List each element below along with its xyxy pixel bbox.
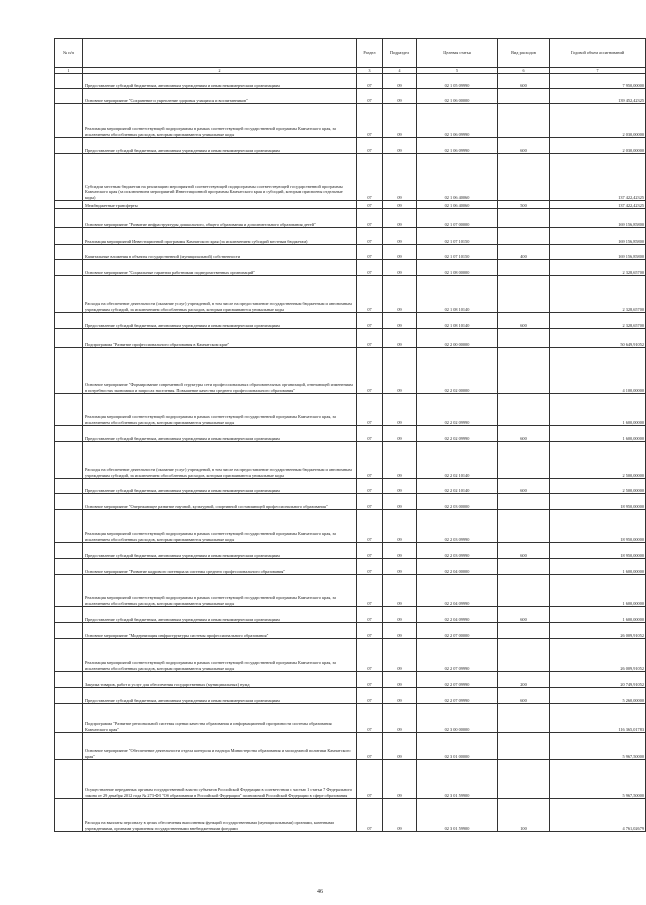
row-target-article-cell: 02 2 02 09990	[417, 394, 498, 426]
row-expense-type-cell	[498, 228, 550, 245]
row-podrazdel-cell: 09	[383, 639, 417, 672]
row-amount-cell: 1 600,00000	[550, 575, 646, 607]
table-row	[55, 276, 646, 313]
row-num-cell	[55, 138, 83, 154]
row-num-cell	[55, 394, 83, 426]
row-amount-cell: 169 156,85800	[550, 245, 646, 260]
table-row	[55, 688, 646, 704]
row-name-cell: Предоставление субсидий бюджетным, автономным учреждениям и иным некоммерческим организациям	[83, 479, 357, 494]
row-target-article-cell: 02 1 07 10150	[417, 228, 498, 245]
row-podrazdel-cell: 09	[383, 559, 417, 575]
row-target-article-cell: 02 2 07 09990	[417, 672, 498, 688]
row-amount-cell: 20 749,91052	[550, 672, 646, 688]
row-expense-type-cell	[498, 623, 550, 639]
row-expense-type-cell	[498, 394, 550, 426]
row-podrazdel-cell: 09	[383, 104, 417, 138]
row-name-cell: Подпрограмма "Развитие региональной системы оценки качества образования и информационной прозрачности системы образования Камчатского края"	[83, 704, 357, 733]
row-num-cell	[55, 313, 83, 329]
row-num-cell	[55, 543, 83, 559]
row-amount-cell: 2 328,65700	[550, 276, 646, 313]
table-row	[55, 760, 646, 799]
row-target-article-cell: 02 1 06 09990	[417, 138, 498, 154]
row-num-cell	[55, 348, 83, 394]
row-razdel-cell: 07	[357, 209, 383, 228]
row-num-cell	[55, 672, 83, 688]
table-row	[55, 348, 646, 394]
row-expense-type-cell: 400	[498, 245, 550, 260]
row-name-cell: Основное мероприятие "Социальные гарантии работникам подведомственных организаций"	[83, 260, 357, 276]
row-expense-type-cell	[498, 276, 550, 313]
row-name-cell: Основное мероприятие "Сохранение и укрепление здоровья учащихся и воспитанников"	[83, 89, 357, 104]
table-row	[55, 442, 646, 479]
row-target-article-cell: 02 2 00 00000	[417, 329, 498, 348]
row-razdel-cell: 07	[357, 704, 383, 733]
row-target-article-cell: 02 1 07 10150	[417, 245, 498, 260]
row-target-article-cell: 02 1 06 09990	[417, 104, 498, 138]
row-podrazdel-cell: 09	[383, 209, 417, 228]
row-name-cell: Расходы на выплаты персоналу в целях обеспечения выполнения функций государственными (муниципальными) органами, казенными учреждениями, органами управления государственными внебюджетными фондами	[83, 799, 357, 832]
row-num-cell	[55, 426, 83, 442]
column-number: 5	[417, 68, 498, 74]
table-row	[55, 733, 646, 760]
row-target-article-cell: 02 2 03 00000	[417, 494, 498, 510]
table-row	[55, 623, 646, 639]
table-row	[55, 494, 646, 510]
row-expense-type-cell	[498, 89, 550, 104]
row-razdel-cell: 07	[357, 276, 383, 313]
row-name-cell: Закупка товаров, работ и услуг для обеспечения государственных (муниципальных) нужд	[83, 672, 357, 688]
row-amount-cell: 18 950,00000	[550, 543, 646, 559]
row-name-cell: Предоставление субсидий бюджетным, автономным учреждениям и иным некоммерческим организациям	[83, 607, 357, 623]
row-podrazdel-cell: 09	[383, 799, 417, 832]
row-amount-cell: 4 761,02679	[550, 799, 646, 832]
row-expense-type-cell	[498, 704, 550, 733]
row-target-article-cell: 02 2 07 09990	[417, 639, 498, 672]
table-row	[55, 74, 646, 89]
row-name-cell: Предоставление субсидий бюджетным, автономным учреждениям и иным некоммерческим организациям	[83, 74, 357, 89]
row-expense-type-cell: 600	[498, 607, 550, 623]
row-razdel-cell: 07	[357, 575, 383, 607]
table-row	[55, 607, 646, 623]
row-num-cell	[55, 799, 83, 832]
row-razdel-cell: 07	[357, 688, 383, 704]
row-num-cell	[55, 329, 83, 348]
table-row	[55, 543, 646, 559]
row-target-article-cell: 02 3 01 59900	[417, 760, 498, 799]
row-target-article-cell: 02 2 07 09990	[417, 688, 498, 704]
row-target-article-cell: 02 1 06 00000	[417, 89, 498, 104]
row-target-article-cell: 02 1 06 40060	[417, 154, 498, 201]
row-name-cell: Основное мероприятие "Опережающее развитие научной, культурной, спортивной составляющей профессионального образования"	[83, 494, 357, 510]
row-name-cell: Предоставление субсидий бюджетным, автономным учреждениям и иным некоммерческим организациям	[83, 688, 357, 704]
row-target-article-cell: 02 2 02 10140	[417, 479, 498, 494]
column-number: 6	[498, 68, 550, 74]
row-expense-type-cell: 500	[498, 201, 550, 209]
row-expense-type-cell	[498, 575, 550, 607]
row-name-cell: Капитальные вложения в объекты государственной (муниципальной) собственности	[83, 245, 357, 260]
row-name-cell: Межбюджетные трансферты	[83, 201, 357, 209]
row-podrazdel-cell: 09	[383, 479, 417, 494]
row-expense-type-cell	[498, 510, 550, 543]
row-name-cell: Основное мероприятие "Развитие кадрового потенциала системы среднего профессионального образования"	[83, 559, 357, 575]
row-name-cell: Реализация мероприятий соответствующей подпрограммы в рамках соответствующей государственной программы Камчатского края, за исключением обособленных расходов, которым присваиваются уникальные коды	[83, 104, 357, 138]
row-num-cell	[55, 494, 83, 510]
row-name-cell: Предоставление субсидий бюджетным, автономным учреждениям и иным некоммерческим организациям	[83, 138, 357, 154]
table-body	[55, 74, 646, 832]
row-target-article-cell: 02 2 02 10140	[417, 442, 498, 479]
row-expense-type-cell	[498, 348, 550, 394]
row-num-cell	[55, 733, 83, 760]
table-row	[55, 704, 646, 733]
row-num-cell	[55, 704, 83, 733]
row-expense-type-cell	[498, 104, 550, 138]
table-row	[55, 479, 646, 494]
row-podrazdel-cell: 09	[383, 575, 417, 607]
table-row	[55, 245, 646, 260]
row-razdel-cell: 07	[357, 245, 383, 260]
row-target-article-cell: 02 3 01 00000	[417, 733, 498, 760]
row-num-cell	[55, 607, 83, 623]
row-amount-cell: 7 950,00000	[550, 74, 646, 89]
row-num-cell	[55, 575, 83, 607]
column-number: 2	[83, 68, 357, 74]
column-number: 7	[550, 68, 646, 74]
row-podrazdel-cell: 09	[383, 313, 417, 329]
row-razdel-cell: 07	[357, 543, 383, 559]
row-podrazdel-cell: 09	[383, 394, 417, 426]
row-podrazdel-cell: 09	[383, 201, 417, 209]
row-podrazdel-cell: 09	[383, 442, 417, 479]
row-expense-type-cell: 200	[498, 672, 550, 688]
row-expense-type-cell: 600	[498, 74, 550, 89]
row-name-cell: Реализация мероприятий соответствующей подпрограммы в рамках соответствующей государственной программы Камчатского края, за исключением обособленных расходов, которым присваиваются уникальные коды	[83, 394, 357, 426]
row-razdel-cell: 07	[357, 607, 383, 623]
row-amount-cell: 2 328,65700	[550, 313, 646, 329]
row-expense-type-cell	[498, 559, 550, 575]
row-amount-cell: 50 649,91052	[550, 329, 646, 348]
row-podrazdel-cell: 09	[383, 733, 417, 760]
row-expense-type-cell	[498, 639, 550, 672]
row-razdel-cell: 07	[357, 672, 383, 688]
row-razdel-cell: 07	[357, 394, 383, 426]
row-amount-cell: 5 967,50000	[550, 733, 646, 760]
row-razdel-cell: 07	[357, 89, 383, 104]
row-target-article-cell: 02 1 07 00000	[417, 209, 498, 228]
row-amount-cell: 26 009,91052	[550, 623, 646, 639]
row-amount-cell: 1 600,00000	[550, 426, 646, 442]
row-amount-cell: 137 422,42325	[550, 201, 646, 209]
row-razdel-cell: 07	[357, 138, 383, 154]
row-expense-type-cell: 100	[498, 799, 550, 832]
row-target-article-cell: 02 1 08 00000	[417, 260, 498, 276]
row-num-cell	[55, 154, 83, 201]
row-amount-cell: 2 500,00000	[550, 442, 646, 479]
header-expense-type: Вид расходов	[498, 39, 550, 68]
row-amount-cell: 137 422,42325	[550, 154, 646, 201]
column-number: 1	[55, 68, 83, 74]
row-podrazdel-cell: 09	[383, 329, 417, 348]
row-podrazdel-cell: 09	[383, 607, 417, 623]
table-row	[55, 672, 646, 688]
row-expense-type-cell: 600	[498, 426, 550, 442]
column-number: 4	[383, 68, 417, 74]
row-podrazdel-cell: 09	[383, 89, 417, 104]
row-razdel-cell: 07	[357, 313, 383, 329]
row-expense-type-cell: 600	[498, 138, 550, 154]
row-amount-cell: 4 100,00000	[550, 348, 646, 394]
row-podrazdel-cell: 09	[383, 672, 417, 688]
table-row	[55, 426, 646, 442]
row-razdel-cell: 07	[357, 201, 383, 209]
row-amount-cell: 2 030,00000	[550, 138, 646, 154]
header-num: № п/п	[55, 39, 83, 68]
row-name-cell: Субсидии местным бюджетам на реализацию мероприятий соответствующей подпрограммы соответствующей государственной программы Камчатского края (за исключением мероприятий Инвестиционной программы Камчатского края и субсидий, которым присвоены отдельные коды)	[83, 154, 357, 201]
table-row	[55, 89, 646, 104]
row-expense-type-cell	[498, 260, 550, 276]
table-row	[55, 201, 646, 209]
row-podrazdel-cell: 09	[383, 276, 417, 313]
row-razdel-cell: 07	[357, 154, 383, 201]
row-num-cell	[55, 89, 83, 104]
row-amount-cell: 2 328,65700	[550, 260, 646, 276]
table-row	[55, 313, 646, 329]
page-number: 46	[317, 889, 323, 895]
row-expense-type-cell	[498, 329, 550, 348]
table-row	[55, 639, 646, 672]
row-amount-cell: 169 156,85800	[550, 228, 646, 245]
row-expense-type-cell	[498, 154, 550, 201]
table-row	[55, 329, 646, 348]
row-name-cell: Реализация мероприятий Инвестиционной программы Камчатского края (за исключением субсидий местным бюджетам)	[83, 228, 357, 245]
row-amount-cell: 169 156,85800	[550, 209, 646, 228]
row-num-cell	[55, 559, 83, 575]
row-num-cell	[55, 639, 83, 672]
row-amount-cell: 18 950,00000	[550, 510, 646, 543]
header-target-article: Целевая статья	[417, 39, 498, 68]
row-num-cell	[55, 260, 83, 276]
row-num-cell	[55, 623, 83, 639]
row-amount-cell: 5 260,00000	[550, 688, 646, 704]
row-podrazdel-cell: 09	[383, 228, 417, 245]
row-podrazdel-cell: 09	[383, 260, 417, 276]
row-amount-cell: 5 967,50000	[550, 760, 646, 799]
row-expense-type-cell	[498, 209, 550, 228]
row-amount-cell: 26 009,91052	[550, 639, 646, 672]
row-podrazdel-cell: 09	[383, 704, 417, 733]
row-target-article-cell: 02 3 00 00000	[417, 704, 498, 733]
row-target-article-cell: 02 3 01 59900	[417, 799, 498, 832]
table-row	[55, 510, 646, 543]
row-num-cell	[55, 276, 83, 313]
row-num-cell	[55, 442, 83, 479]
row-name-cell: Расходы на обеспечение деятельности (оказание услуг) учреждений, в том числе на предоставление государственным бюджетным и автономным учреждениям субсидий, за исключением обособленных расходов, которым присваиваются уникальные коды	[83, 276, 357, 313]
row-expense-type-cell	[498, 733, 550, 760]
row-expense-type-cell: 600	[498, 543, 550, 559]
row-expense-type-cell: 600	[498, 688, 550, 704]
row-razdel-cell: 07	[357, 760, 383, 799]
column-number: 3	[357, 68, 383, 74]
row-podrazdel-cell: 09	[383, 688, 417, 704]
row-name-cell: Подпрограмма "Развитие профессионального образования в Камчатском крае"	[83, 329, 357, 348]
table-row	[55, 799, 646, 832]
row-name-cell: Основное мероприятие "Обеспечение деятельности отдела контроля и надзора Министерства образования и молодежной политики Камчатского края"	[83, 733, 357, 760]
budget-table-sheet	[54, 38, 644, 832]
row-podrazdel-cell: 09	[383, 510, 417, 543]
row-num-cell	[55, 209, 83, 228]
row-razdel-cell: 07	[357, 426, 383, 442]
row-razdel-cell: 07	[357, 799, 383, 832]
row-target-article-cell: 02 2 04 09990	[417, 575, 498, 607]
row-amount-cell: 18 950,00000	[550, 494, 646, 510]
row-razdel-cell: 07	[357, 74, 383, 89]
row-podrazdel-cell: 09	[383, 426, 417, 442]
row-name-cell: Реализация мероприятий соответствующей подпрограммы в рамках соответствующей государственной программы Камчатского края, за исключением обособленных расходов, которым присваиваются уникальные коды	[83, 575, 357, 607]
row-razdel-cell: 07	[357, 329, 383, 348]
row-razdel-cell: 07	[357, 623, 383, 639]
row-name-cell: Реализация мероприятий соответствующей подпрограммы в рамках соответствующей государственной программы Камчатского края, за исключением обособленных расходов, которым присваиваются уникальные коды	[83, 639, 357, 672]
row-name-cell: Основное мероприятие "Модернизация инфраструктуры системы профессионального образования"	[83, 623, 357, 639]
row-num-cell	[55, 760, 83, 799]
row-razdel-cell: 07	[357, 479, 383, 494]
row-podrazdel-cell: 09	[383, 348, 417, 394]
row-amount-cell: 116 365,01783	[550, 704, 646, 733]
row-target-article-cell: 02 2 02 00000	[417, 348, 498, 394]
row-podrazdel-cell: 09	[383, 494, 417, 510]
row-podrazdel-cell: 09	[383, 543, 417, 559]
row-target-article-cell: 02 2 03 09990	[417, 543, 498, 559]
row-razdel-cell: 07	[357, 494, 383, 510]
row-target-article-cell: 02 2 04 00000	[417, 559, 498, 575]
row-num-cell	[55, 688, 83, 704]
row-amount-cell: 2 500,00000	[550, 479, 646, 494]
row-expense-type-cell: 600	[498, 479, 550, 494]
row-amount-cell: 139 452,42325	[550, 89, 646, 104]
header-podrazdel: Подраздел	[383, 39, 417, 68]
row-target-article-cell: 02 2 03 09990	[417, 510, 498, 543]
row-razdel-cell: 07	[357, 348, 383, 394]
row-podrazdel-cell: 09	[383, 74, 417, 89]
header-annual-amount: Годовой объем ассигнований	[550, 39, 646, 68]
row-expense-type-cell: 600	[498, 313, 550, 329]
table-row	[55, 104, 646, 138]
row-razdel-cell: 07	[357, 510, 383, 543]
row-num-cell	[55, 228, 83, 245]
row-name-cell: Основное мероприятие "Развитие инфраструктуры дошкольного, общего образования и дополнительного образования детей"	[83, 209, 357, 228]
row-target-article-cell: 02 1 05 09990	[417, 74, 498, 89]
row-target-article-cell: 02 1 08 10140	[417, 276, 498, 313]
row-expense-type-cell	[498, 442, 550, 479]
row-razdel-cell: 07	[357, 442, 383, 479]
row-expense-type-cell	[498, 760, 550, 799]
row-num-cell	[55, 104, 83, 138]
row-target-article-cell: 02 2 07 00000	[417, 623, 498, 639]
row-target-article-cell: 02 2 02 09990	[417, 426, 498, 442]
row-razdel-cell: 07	[357, 559, 383, 575]
budget-allocation-table	[54, 38, 646, 832]
row-razdel-cell: 07	[357, 104, 383, 138]
table-row	[55, 260, 646, 276]
row-amount-cell: 1 600,00000	[550, 394, 646, 426]
row-num-cell	[55, 245, 83, 260]
row-name-cell: Предоставление субсидий бюджетным, автономным учреждениям и иным некоммерческим организациям	[83, 426, 357, 442]
header-razdel: Раздел	[357, 39, 383, 68]
row-podrazdel-cell: 09	[383, 623, 417, 639]
row-name-cell: Основное мероприятие "Формирование современной структуры сети профессиональных образовательных организаций, отвечающей изменениям в потребностях экономики и запросах населения. Повышение качества среднего профессионального образования"	[83, 348, 357, 394]
header-name	[83, 39, 357, 68]
row-target-article-cell: 02 1 06 40060	[417, 201, 498, 209]
row-name-cell: Осуществление переданных органам государственной власти субъектов Российской Федерации в соответствии с частью 1 статьи 7 Федерального закона от 29 декабря 2012 года № 273-ФЗ "Об образовании в Российской Федерации" полномочий Российской Федерации в сфере образования	[83, 760, 357, 799]
row-razdel-cell: 07	[357, 260, 383, 276]
table-row	[55, 228, 646, 245]
row-num-cell	[55, 201, 83, 209]
table-row	[55, 209, 646, 228]
row-num-cell	[55, 479, 83, 494]
table-header-row	[55, 39, 646, 68]
row-amount-cell: 2 030,00000	[550, 104, 646, 138]
row-podrazdel-cell: 09	[383, 760, 417, 799]
row-podrazdel-cell: 09	[383, 154, 417, 201]
row-podrazdel-cell: 09	[383, 138, 417, 154]
row-name-cell: Расходы на обеспечение деятельности (оказание услуг) учреждений, в том числе на предоставление государственным бюджетным и автономным учреждениям субсидий, за исключением обособленных расходов, которым присваиваются уникальные коды	[83, 442, 357, 479]
table-row	[55, 394, 646, 426]
row-amount-cell: 1 600,00000	[550, 559, 646, 575]
table-row	[55, 138, 646, 154]
table-row	[55, 154, 646, 201]
row-expense-type-cell	[498, 494, 550, 510]
row-name-cell: Предоставление субсидий бюджетным, автономным учреждениям и иным некоммерческим организациям	[83, 313, 357, 329]
row-name-cell: Предоставление субсидий бюджетным, автономным учреждениям и иным некоммерческим организациям	[83, 543, 357, 559]
row-num-cell	[55, 74, 83, 89]
table-row	[55, 559, 646, 575]
row-razdel-cell: 07	[357, 733, 383, 760]
row-razdel-cell: 07	[357, 639, 383, 672]
table-row	[55, 575, 646, 607]
row-amount-cell: 1 600,00000	[550, 607, 646, 623]
row-name-cell: Реализация мероприятий соответствующей подпрограммы в рамках соответствующей государственной программы Камчатского края, за исключением обособленных расходов, которым присваиваются уникальные коды	[83, 510, 357, 543]
row-target-article-cell: 02 2 04 09990	[417, 607, 498, 623]
row-num-cell	[55, 510, 83, 543]
row-target-article-cell: 02 1 08 10140	[417, 313, 498, 329]
row-razdel-cell: 07	[357, 228, 383, 245]
row-podrazdel-cell: 09	[383, 245, 417, 260]
